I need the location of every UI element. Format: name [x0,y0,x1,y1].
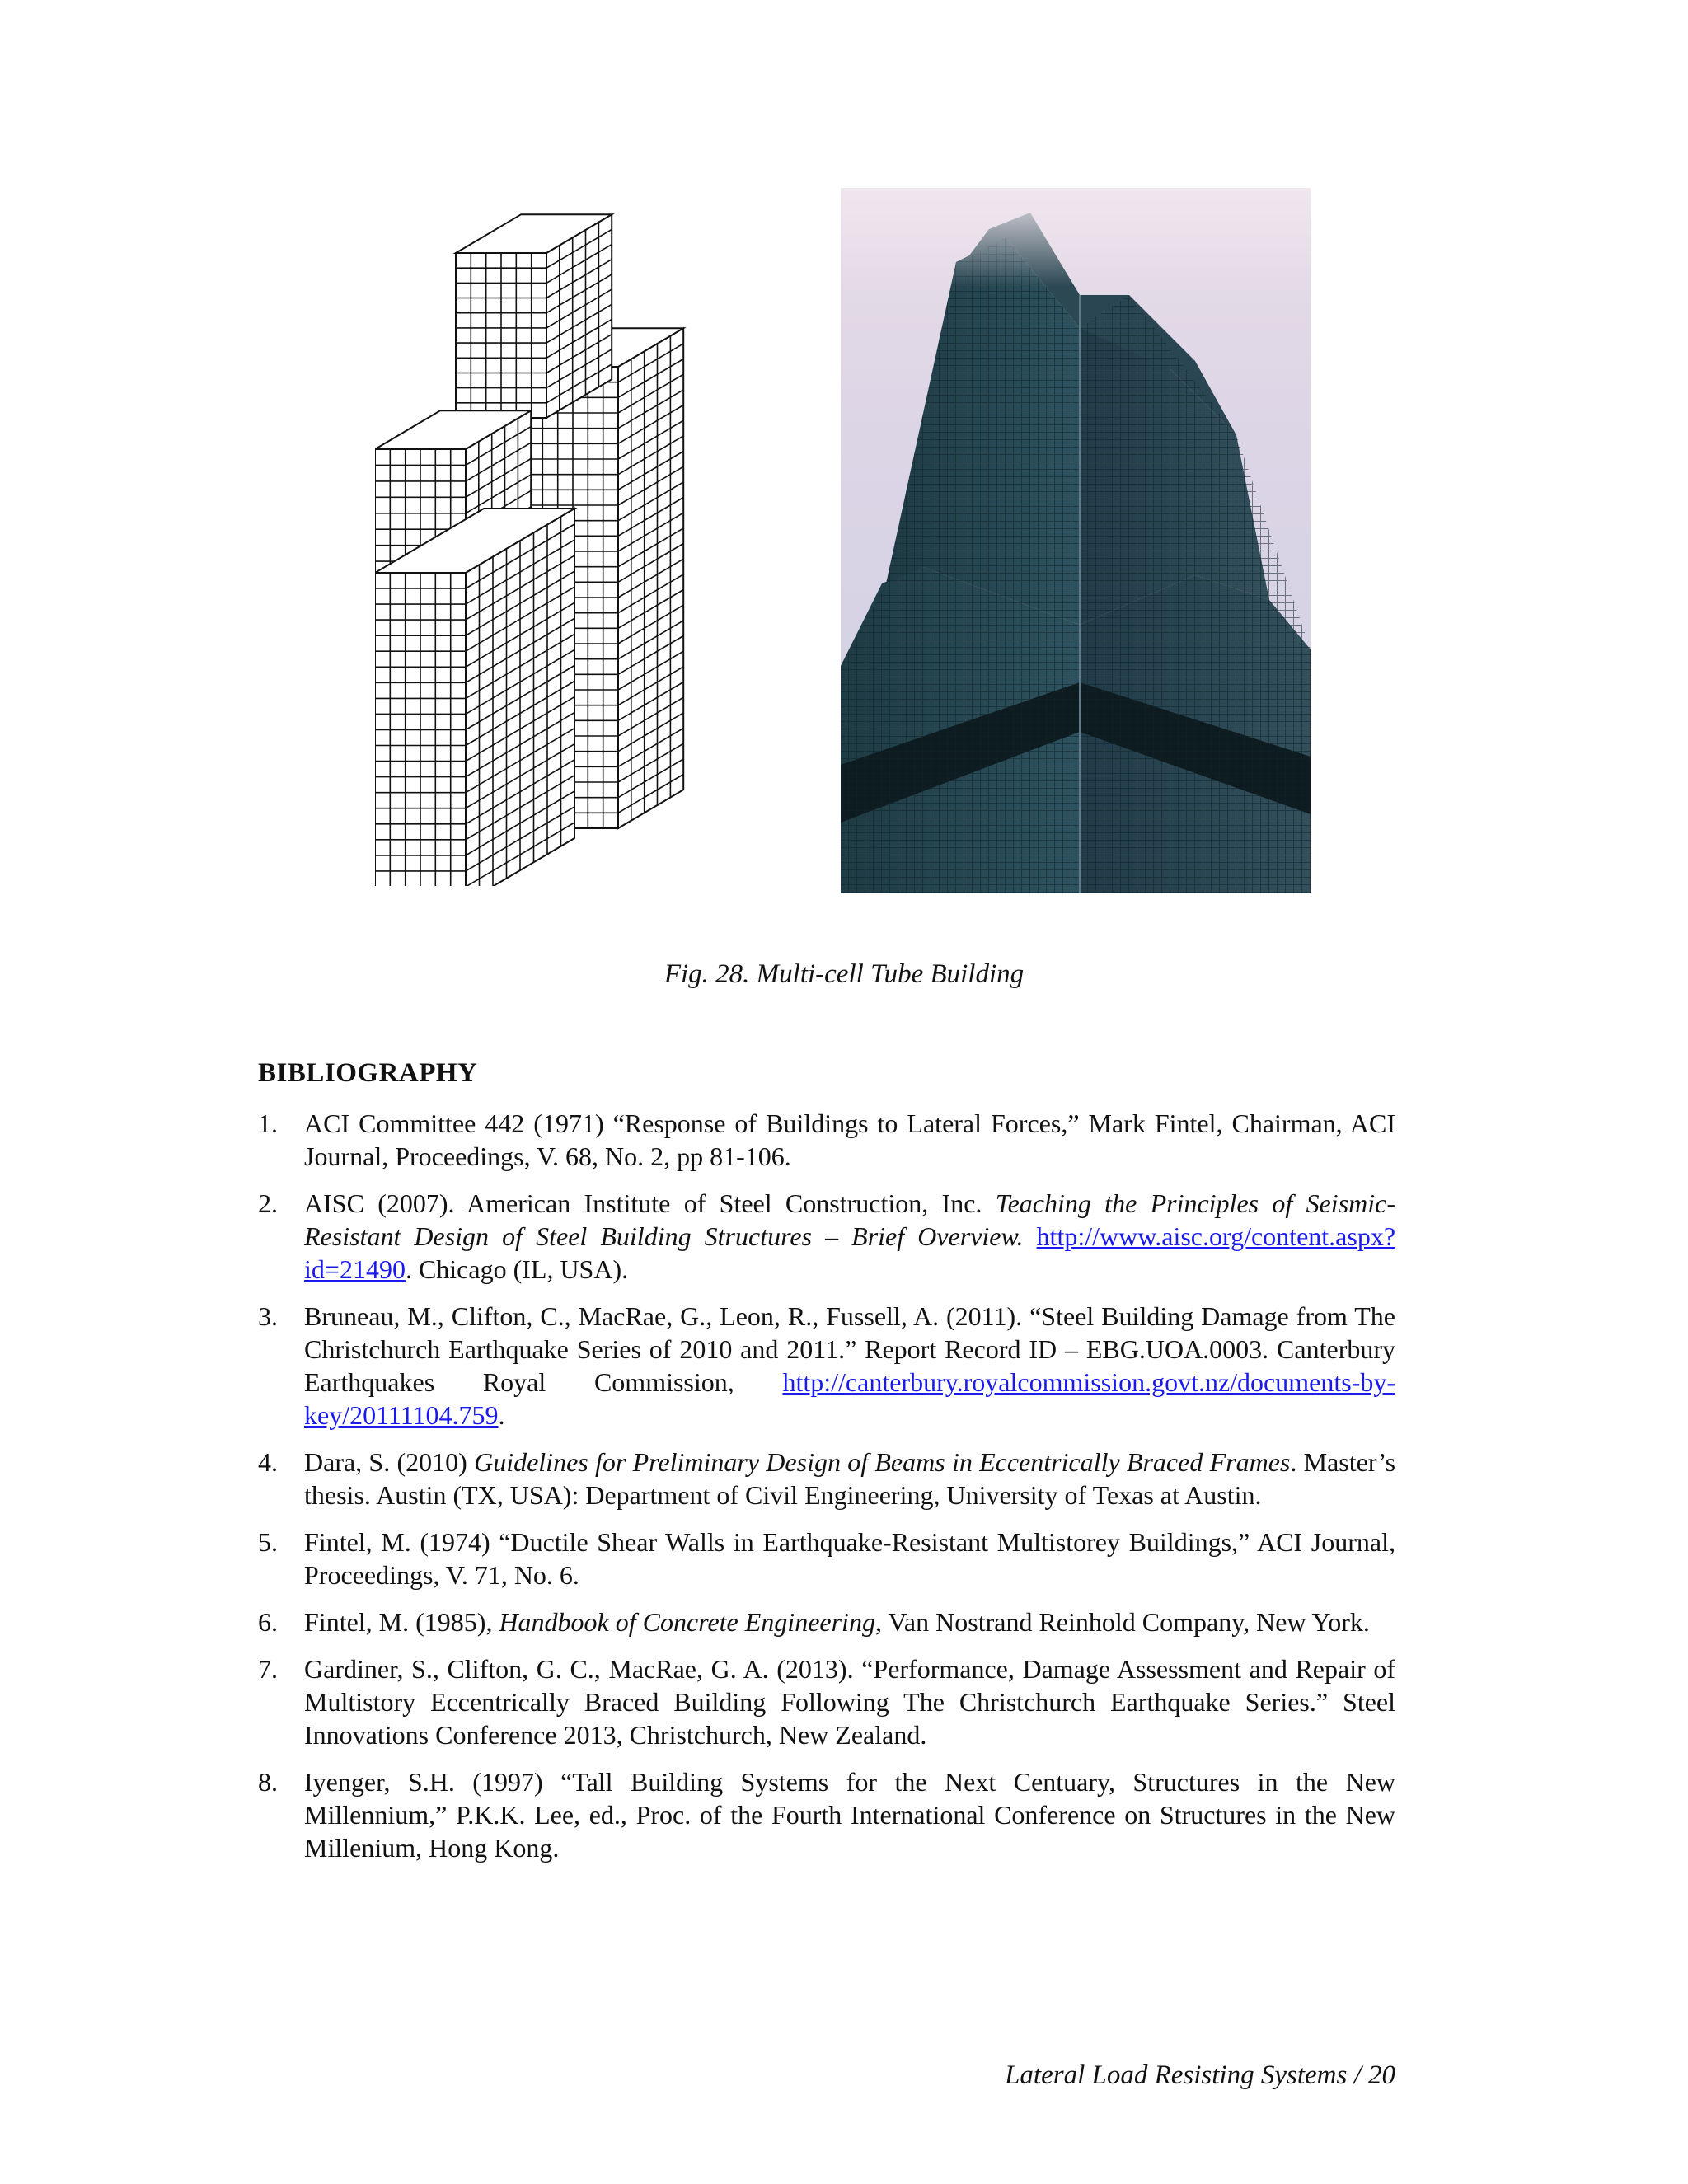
reference-link[interactable]: http://canterbury.royalcommission.govt.nz/documents-by-key/20111104.759 [304,1367,1395,1430]
reference-title: Teaching the Principles of Seismic-Resistant Design of Steel Building Structures – Brief Overview. [304,1188,1395,1251]
bibliography-entry [258,1187,1395,1286]
reference-text: Dara, S. (2010) [304,1447,475,1477]
bibliography-entry [258,1652,1395,1751]
bibliography-entry [258,1446,1395,1511]
bibliography-entry [258,1300,1395,1432]
multi-cell-tube-drawing [375,194,705,886]
entry-text [304,1108,1395,1171]
entry-number: 6. [258,1607,278,1637]
bibliography-entry [258,1107,1395,1173]
reference-title: Handbook of Concrete Engineering [499,1607,875,1637]
entry-text [304,1767,1395,1863]
entry-number: 4. [258,1447,278,1477]
entry-number: 3. [258,1301,278,1331]
bibliography-entry [258,1605,1395,1638]
reference-text: . [498,1400,505,1430]
entry-text [304,1301,1395,1430]
reference-text: ACI Committee 442 (1971) “Response of Buildings to Lateral Forces,” Mark Fintel, Chairman, ACI Journal, Proceedings, V. 68, No. 2, pp 81-106. [304,1108,1395,1171]
reference-text: . Chicago (IL, USA). [405,1254,629,1284]
entry-text [304,1188,1395,1284]
bibliography-entry [258,1526,1395,1591]
bibliography-list [258,1107,1395,1878]
bibliography-heading: BIBLIOGRAPHY [258,1058,478,1088]
entry-text [304,1654,1395,1750]
reference-text: Iyenger, S.H. (1997) “Tall Building Systems for the Next Centuary, Structures in the New Millennium,” P.K.K. Lee, ed., Proc. of the Fourth International Conference on Structures in the New Millenium, Hong Kong. [304,1767,1395,1863]
entry-number: 1. [258,1108,278,1138]
reference-link[interactable]: http://www.aisc.org/content.aspx?id=21490 [304,1221,1396,1284]
entry-text [304,1527,1395,1590]
reference-text: Bruneau, M., Clifton, C., MacRae, G., Leon, R., Fussell, A. (2011). “Steel Building Damage from The Christchurch Earthquake Series of 2010 and 2011.” Report Record ID – EBG.UOA.0003. Canterbury Earthquakes Royal Commission, [304,1301,1395,1397]
figure-caption: Fig. 28. Multi-cell Tube Building [663,959,1025,989]
reference-text: Gardiner, S., Clifton, G. C., MacRae, G. A. (2013). “Performance, Damage Assessment and Repair of Multistory Eccentrically Braced Building Following The Christchurch Earthquake Series.” Steel Innovations Conference 2013, Christchurch, New Zealand. [304,1654,1395,1750]
entry-number: 5. [258,1527,278,1557]
reference-text [1023,1221,1036,1251]
reference-title: Guidelines for Preliminary Design of Beams in Eccentrically Braced Frames [474,1447,1291,1477]
entry-number: 7. [258,1654,278,1684]
reference-text: AISC (2007). American Institute of Steel Construction, Inc. [304,1188,996,1218]
reference-text: Fintel, M. (1974) “Ductile Shear Walls in Earthquake-Resistant Multistorey Buildings,” ACI Journal, Proceedings, V. 71, No. 6. [304,1527,1395,1590]
skyscraper-photo [841,188,1311,893]
entry-number: 2. [258,1188,278,1218]
reference-text: , Van Nostrand Reinhold Company, New York. [874,1607,1370,1637]
entry-number: 8. [258,1767,278,1797]
reference-text: . Master’s thesis. Austin (TX, USA): Department of Civil Engineering, University of Texas at Austin. [304,1447,1396,1510]
figure-28 [0,0,1688,923]
entry-text [304,1607,1370,1637]
reference-text: Fintel, M. (1985), [304,1607,499,1637]
bibliography-entry [258,1765,1395,1864]
entry-text [304,1447,1395,1510]
page-footer: Lateral Load Resisting Systems / 20 [1005,2060,1395,2090]
